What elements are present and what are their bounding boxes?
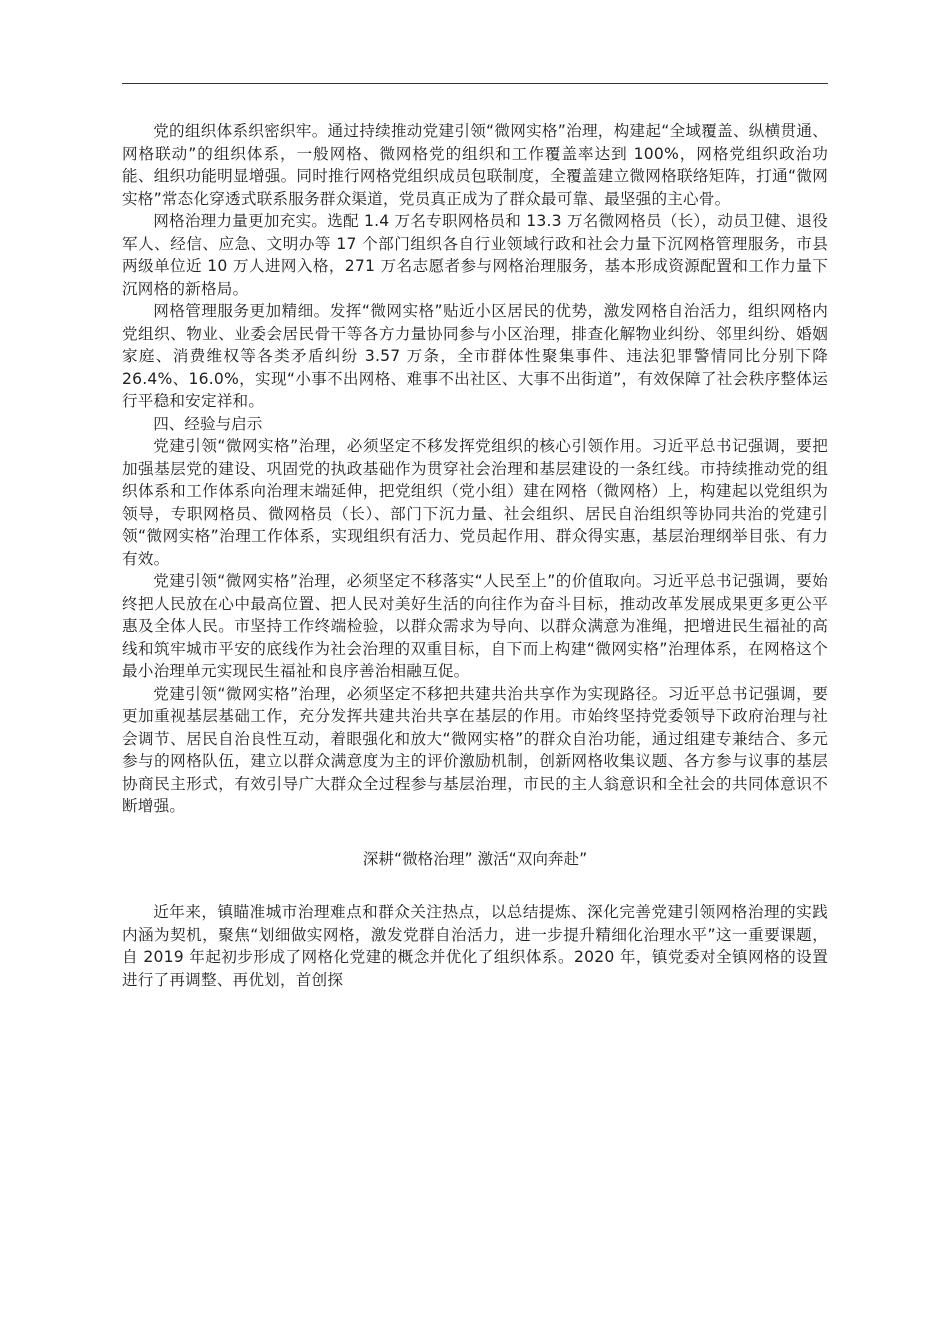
paragraph-co-governance: 党建引领“微网实格”治理，必须坚定不移把共建共治共享作为实现路径。习近平总书记强调，要更加重视基层基础工作，充分发挥共建共治共享在基层的作用。市始终坚持党委领导下政府治理与社会调节、居民自治良性互动，着眼强化和放大“微网实格”的群众自治功能，通过组建专兼结合、多元参与的网格队伍，建立以群众满意度为主的评价激励机制，创新网格收集议题、各方参与议事的基层协商民主形式，有效引导广大群众全过程参与基层治理，市民的主人翁意识和全社会的共同体意识不断增强。 [122,684,828,815]
paragraph-org-system: 党的组织体系织密织牢。通过持续推动党建引领“微网实格”治理，构建起“全域覆盖、纵横贯通、网格联动”的组织体系，一般网格、微网格党的组织和工作覆盖率达到 100%，网格党组织政治功能、组织功能明显增强。同时推行网格党组织成员包联制度，全覆盖建立微网格联络矩阵，打通“微网实格”常态化穿透式联系服务群众渠道，党员真正成为了群众最可靠、最坚强的主心骨。 [122,122,828,208]
header-rule [122,83,828,84]
paragraph-party-leadership: 党建引领“微网实格”治理，必须坚定不移发挥党组织的核心引领作用。习近平总书记强调，要把加强基层党的建设、巩固党的执政基础作为贯穿社会治理和基层建设的一条红线。市持续推动党的组织体系和工作体系向治理末端延伸，把党组织（党小组）建在网格（微网格）上，构建起以党组织为领导，专职网格员、微网格员（长）、部门下沉力量、社会组织、居民自治组织等协同共治的党建引领“微网实格”治理工作体系，实现组织有活力、党员起作用、群众得实惠，基层治理纲举目张、有力有效。 [122,437,828,568]
paragraph-town-intro: 近年来，镇瞄准城市治理难点和群众关注热点，以总结提炼、深化完善党建引领网格治理的实践内涵为契机，聚焦“划细做实网格，激发党群自治活力，进一步提升精细化治理水平”这一重要课题，自 2019 年起初步形成了网格化党建的概念并优化了组织体系。2020 年，镇党委对全镇网格的设置进行了再调整、再优划，首创探 [122,903,828,989]
section-heading: 四、经验与启示 [153,414,263,433]
document-body [122,120,828,991]
paragraph-people-first: 党建引领“微网实格”治理，必须坚定不移落实“人民至上”的价值取向。习近平总书记强调，要始终把人民放在心中最高位置、把人民对美好生活的向往作为奋斗目标，推动改革发展成果更多更公平惠及全体人民。市坚持工作终端检验，以群众需求为导向、以群众满意为准绳，把增进民生福祉的高线和筑牢城市平安的底线作为社会治理的双重目标，自下而上构建“微网实格”治理体系，在网格这个最小治理单元实现民生福祉和良序善治相融互促。 [122,572,828,680]
paragraph-grid-forces: 网格治理力量更加充实。选配 1.4 万名专职网格员和 13.3 万名微网格员（长），动员卫健、退役军人、经信、应急、文明办等 17 个部门组织各自行业领域行政和社会力量下沉网格管理服务，市县两级单位近 10 万人进网入格，271 万名志愿者参与网格治理服务，基本形成资源配置和工作力量下沉网格的新格局。 [122,212,828,298]
paragraph-grid-services: 网格管理服务更加精细。发挥“微网实格”贴近小区居民的优势，激发网格自治活力，组织网格内党组织、物业、业委会居民骨干等各方力量协同参与小区治理，排查化解物业纠纷、邻里纠纷、婚姻家庭、消费维权等各类矛盾纠纷 3.57 万条，全市群体性聚集事件、违法犯罪警情同比分别下降 26.4%、16.0%，实现“小事不出网格、难事不出社区、大事不出街道”，有效保障了社会秩序整体运行平稳和安定祥和。 [122,302,828,410]
article-title: 深耕“微格治理” 激活“双向奔赴” [362,849,588,868]
